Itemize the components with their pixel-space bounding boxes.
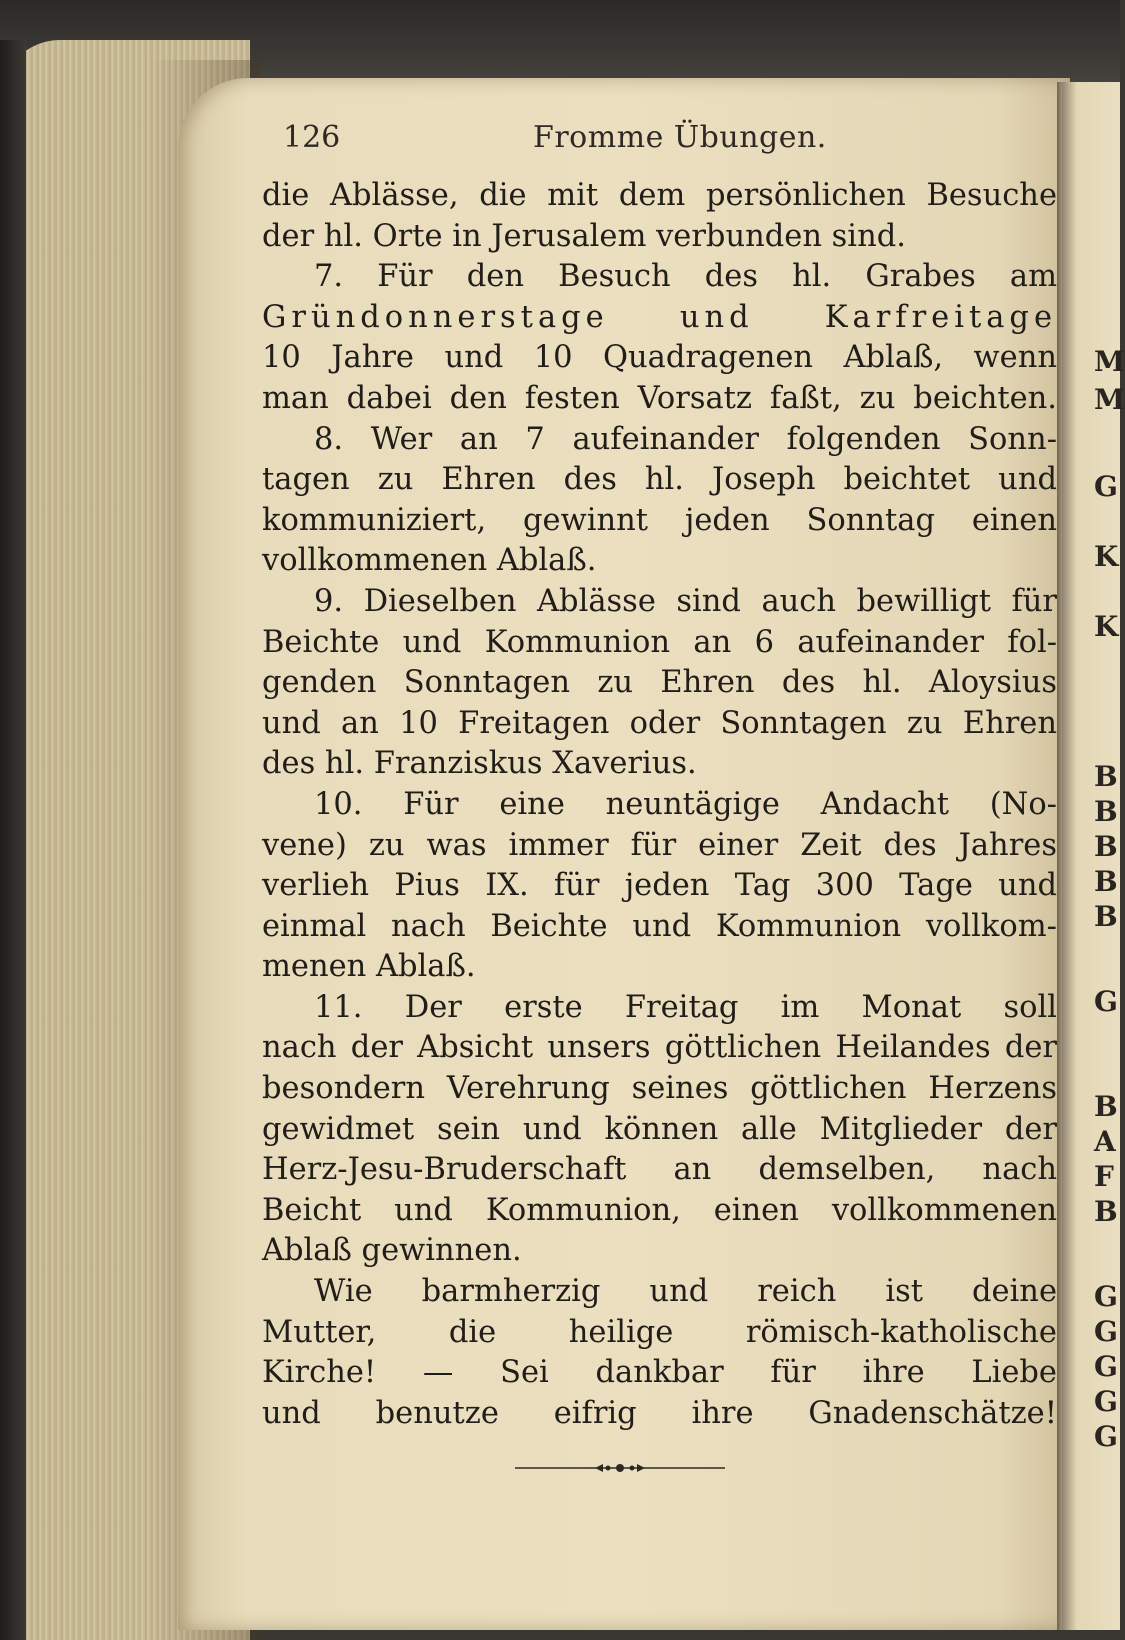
next-page-letter: K	[1094, 540, 1119, 573]
text-line: genden Sonntagen zu Ehren des hl. Aloysius	[262, 665, 1057, 701]
text-line: Beichte und Kommunion an 6 aufeinander fol-	[262, 624, 1057, 660]
text-line: 8. Wer an 7 aufeinander folgenden Sonn-	[314, 421, 1057, 457]
text-line: 7. Für den Besuch des hl. Grabes am	[314, 259, 1057, 295]
text-line: Gründonnerstage und Karfreitage	[262, 299, 1057, 335]
text-line: gewidmet sein und können alle Mitglieder der	[262, 1111, 1057, 1147]
text-line: verlieh Pius IX. für jeden Tag 300 Tage und	[262, 868, 1057, 904]
text-line: 10 Jahre und 10 Quadragenen Ablaß, wenn	[262, 340, 1057, 376]
text-line: man dabei den festen Vorsatz faßt, zu beichten.	[262, 380, 1057, 416]
next-page-letter: B	[1094, 865, 1118, 898]
next-page-letter: F	[1094, 1160, 1114, 1193]
body-text	[262, 176, 1057, 1434]
text-line: nach der Absicht unsers göttlichen Heilandes der	[262, 1030, 1057, 1066]
text-line: Ablaß gewinnen.	[262, 1233, 522, 1269]
next-page-letter: B	[1094, 1090, 1118, 1123]
next-page-letter: M	[1094, 345, 1125, 378]
next-page-letter: B	[1094, 900, 1118, 933]
next-page-letter: M	[1094, 383, 1125, 416]
text-line: kommuniziert, gewinnt jeden Sonntag einen	[262, 502, 1057, 538]
next-page-letter: K	[1094, 610, 1119, 643]
text-line: 9. Dieselben Ablässe sind auch bewilligt für	[314, 583, 1057, 619]
next-page-letter: B	[1094, 760, 1118, 793]
running-title: Fromme Übungen.	[533, 120, 827, 155]
text-line: vene) zu was immer für einer Zeit des Jahres	[262, 827, 1057, 863]
next-page-letter: G	[1094, 1280, 1118, 1313]
next-page-letter: A	[1094, 1125, 1116, 1158]
text-line: der hl. Orte in Jerusalem verbunden sind.	[262, 218, 906, 254]
next-page-letter: B	[1094, 795, 1118, 828]
next-page-letter: B	[1094, 1195, 1118, 1228]
text-line: Wie barmherzig und reich ist deine	[314, 1274, 1057, 1310]
text-line: Kirche! — Sei dankbar für ihre Liebe	[262, 1355, 1057, 1391]
next-page-letter: G	[1094, 1385, 1118, 1418]
next-page-letter: G	[1094, 985, 1118, 1018]
text-line: und an 10 Freitagen oder Sonntagen zu Ehren	[262, 705, 1057, 741]
text-line: die Ablässe, die mit dem persönlichen Besuche	[262, 178, 1057, 213]
text-line: vollkommenen Ablaß.	[262, 543, 597, 579]
next-page-letter: G	[1094, 1350, 1118, 1383]
book-cover-left	[0, 40, 26, 1640]
ornament-divider	[515, 1460, 725, 1476]
next-page-letter: G	[1094, 470, 1118, 503]
text-line: Beicht und Kommunion, einen vollkommenen	[262, 1192, 1057, 1228]
text-line: des hl. Franziskus Xaverius.	[262, 746, 697, 782]
text-line: Mutter, die heilige römisch-katholische	[262, 1314, 1057, 1350]
next-page-letter: G	[1094, 1315, 1118, 1348]
text-line: 10. Für eine neuntägige Andacht (No-	[314, 786, 1057, 822]
text-line: 11. Der erste Freitag im Monat soll	[314, 989, 1057, 1025]
text-line: tagen zu Ehren des hl. Joseph beichtet und	[262, 462, 1057, 498]
next-page-letter: G	[1094, 1420, 1118, 1453]
text-line: und benutze eifrig ihre Gnadenschätze!	[262, 1395, 1057, 1431]
next-page-letter: B	[1094, 830, 1118, 863]
page-number: 126	[283, 120, 341, 155]
text-line: menen Ablaß.	[262, 949, 476, 985]
text-line: besondern Verehrung seines göttlichen Herzens	[262, 1071, 1057, 1107]
text-line: einmal nach Beichte und Kommunion vollkom-	[262, 908, 1057, 944]
page-header	[283, 120, 1043, 170]
text-line: Herz-Jesu-Bruderschaft an demselben, nach	[262, 1152, 1057, 1188]
